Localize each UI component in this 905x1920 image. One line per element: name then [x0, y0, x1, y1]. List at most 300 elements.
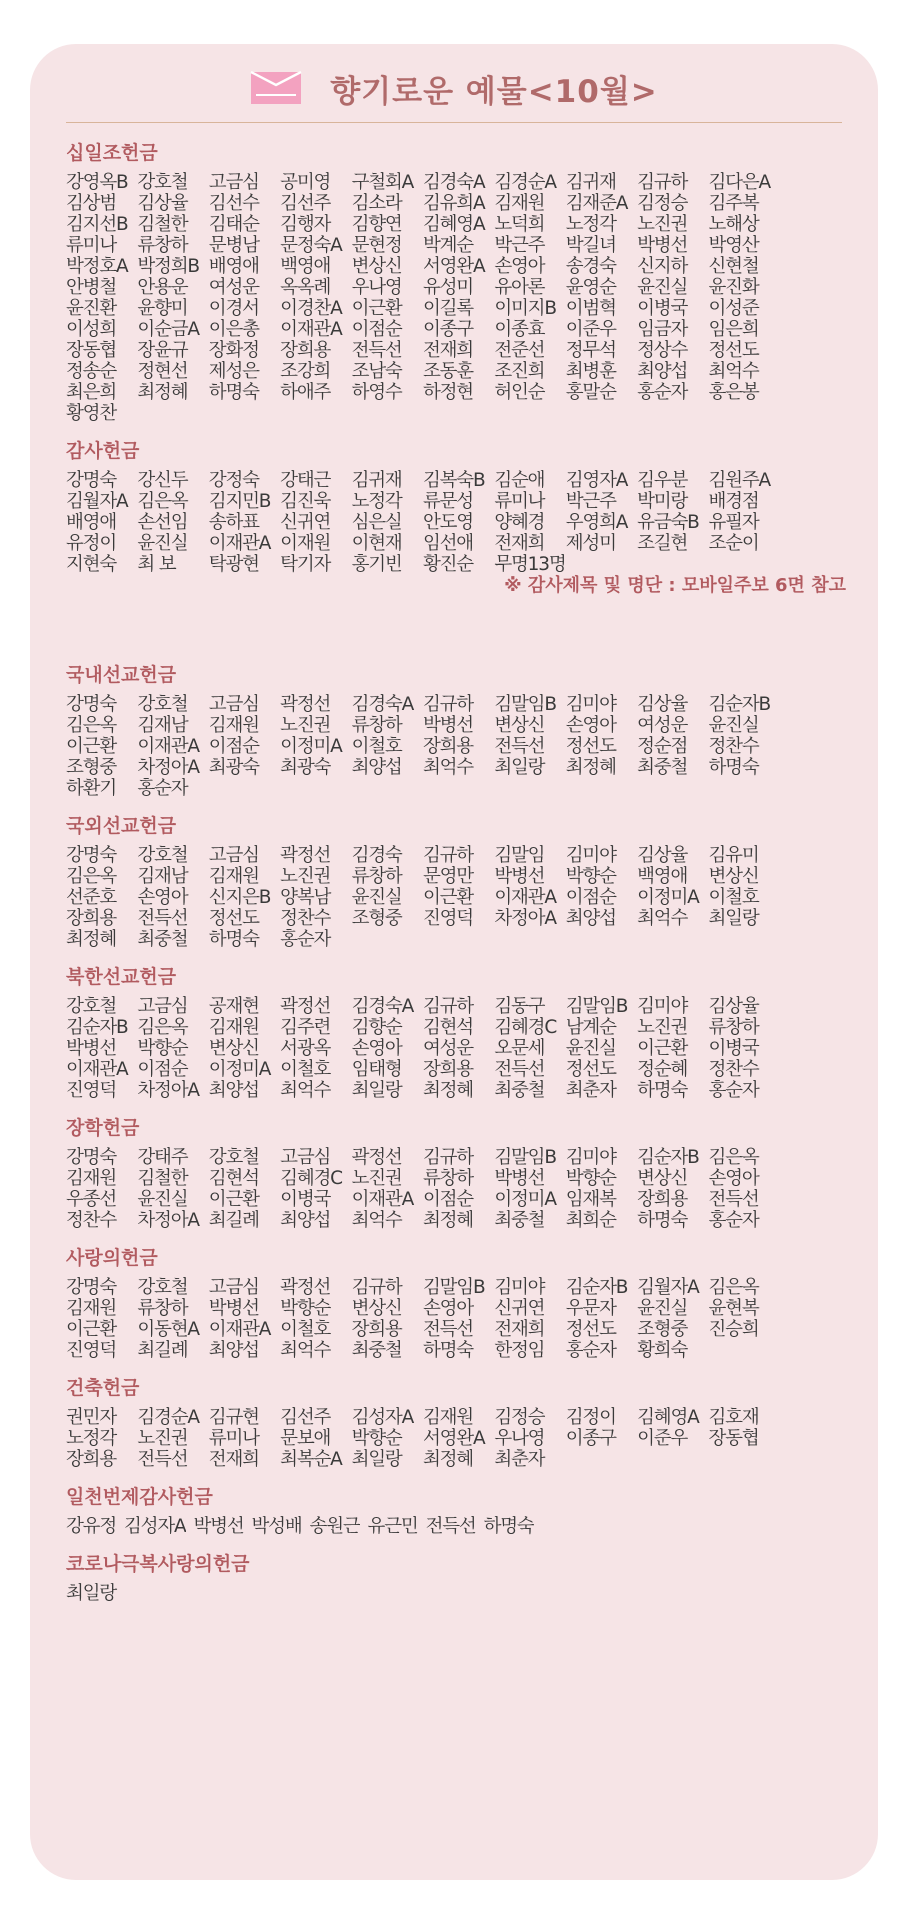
- donor-name: 이재관A: [208, 1319, 271, 1340]
- donor-name: 김호재: [708, 1407, 759, 1428]
- donor-name: 문현정: [351, 235, 402, 256]
- donor-name: 송원근: [309, 1516, 360, 1537]
- donor-name: 조길현: [637, 533, 688, 554]
- donor-name: 전득선: [137, 1449, 188, 1470]
- section-thousand-offering: [66, 1484, 846, 1537]
- donor-name: 강정숙: [208, 470, 259, 491]
- donor-name: 김선주: [280, 193, 331, 214]
- donor-name: 이철호: [280, 1319, 331, 1340]
- donor-name: 최춘자: [494, 1449, 545, 1470]
- donor-name: 문병남: [208, 235, 259, 256]
- donor-name: 변상신: [494, 715, 545, 736]
- donor-name: 장희용: [66, 908, 117, 929]
- donor-name: 홍은봉: [708, 382, 759, 403]
- donor-name: 박병선: [193, 1516, 244, 1537]
- donor-name: 이경찬A: [280, 298, 342, 319]
- donor-name: 진영덕: [66, 1080, 117, 1101]
- donor-name: 이근환: [208, 1189, 259, 1210]
- donor-name: 송경숙: [565, 256, 616, 277]
- donor-name: 장동협: [66, 340, 117, 361]
- donor-name: 최억수: [708, 361, 759, 382]
- donor-name: 제성미: [565, 533, 616, 554]
- donor-name: 김복숙B: [422, 470, 485, 491]
- donor-name: 손영아: [137, 887, 188, 908]
- reference-note: ※ 감사제목 및 명단 : 모바일주보 6면 참고: [504, 575, 846, 596]
- donor-name: 윤진실: [351, 887, 402, 908]
- donor-name: 이재관A: [137, 736, 199, 757]
- donor-name: 전재희: [494, 1319, 545, 1340]
- donor-name: 김재원: [66, 1168, 117, 1189]
- donor-name: 황진순: [422, 554, 473, 575]
- donor-name: 김월자A: [637, 1277, 699, 1298]
- donor-name: 우나영: [351, 277, 402, 298]
- donor-name: 변상신: [637, 1168, 688, 1189]
- donor-name: 류창하: [137, 235, 188, 256]
- donor-name: 강태근: [280, 470, 331, 491]
- section-title: 건축헌금: [66, 1377, 140, 1399]
- donor-name: 우문자: [565, 1298, 616, 1319]
- section-title: 감사헌금: [66, 440, 140, 462]
- donor-name: 김상율: [637, 694, 688, 715]
- donor-name: 장동협: [708, 1428, 759, 1449]
- donor-name: 홍순자: [565, 1340, 616, 1361]
- donor-name: 박성배: [251, 1516, 302, 1537]
- donor-name: 최양섭: [208, 1340, 259, 1361]
- donor-name: 정송순: [66, 361, 117, 382]
- donor-name: 김상율: [708, 996, 759, 1017]
- donor-name: 곽정선: [280, 1277, 331, 1298]
- donor-name: 권민자: [66, 1407, 117, 1428]
- donor-name: 강호철: [66, 996, 117, 1017]
- donor-name: 박향순: [565, 1168, 616, 1189]
- donor-name: 최억수: [280, 1340, 331, 1361]
- donor-name: 손선임: [137, 512, 188, 533]
- donor-name: 노진권: [351, 1168, 402, 1189]
- donor-name: 노해상: [708, 214, 759, 235]
- donor-name: 신현철: [708, 256, 759, 277]
- donor-name: 박영산: [708, 235, 759, 256]
- donor-name: 김말임: [494, 845, 545, 866]
- donor-name: 유필자: [708, 512, 759, 533]
- donor-name: 이재관A: [280, 319, 342, 340]
- donor-name: 전득선: [425, 1516, 476, 1537]
- donor-name: 정선도: [565, 1319, 616, 1340]
- donor-name: 강명숙: [66, 470, 117, 491]
- donor-name: 하명숙: [208, 929, 259, 950]
- donor-name: 박길녀: [565, 235, 616, 256]
- donor-name: 강명숙: [66, 845, 117, 866]
- donor-name: 하명숙: [637, 1080, 688, 1101]
- donor-name: 최복순A: [280, 1449, 342, 1470]
- donor-name: 최억수: [351, 1210, 402, 1231]
- donor-name: 한정임: [494, 1340, 545, 1361]
- donor-name: 최정혜: [137, 382, 188, 403]
- donor-name: 박근주: [494, 235, 545, 256]
- donor-name: 차정아A: [137, 757, 199, 778]
- donor-name: 최일랑: [708, 908, 759, 929]
- donor-name: 조순이: [708, 533, 759, 554]
- donor-name: 박미랑: [637, 491, 688, 512]
- donor-name: 하명숙: [708, 757, 759, 778]
- donor-name: 김현석: [208, 1168, 259, 1189]
- donor-name: 김선수: [208, 193, 259, 214]
- donor-name: 김정승: [494, 1407, 545, 1428]
- donor-name: 이범혁: [565, 298, 616, 319]
- donor-name: 강호철: [208, 1147, 259, 1168]
- donor-name: 김규현: [208, 1407, 259, 1428]
- donor-name: 최병훈: [565, 361, 616, 382]
- name-grid: [66, 845, 846, 950]
- donor-name: 곽정선: [351, 1147, 402, 1168]
- donor-name: 김말임B: [565, 996, 628, 1017]
- donor-name: 노진권: [280, 866, 331, 887]
- donor-name: 홍순자: [637, 382, 688, 403]
- name-grid: [66, 1277, 846, 1361]
- section-title: 십일조헌금: [66, 142, 158, 164]
- donor-name: 윤영순: [565, 277, 616, 298]
- donor-name: 전득선: [708, 1189, 759, 1210]
- donor-name: 최정혜: [422, 1210, 473, 1231]
- donor-name: 최은희: [66, 382, 117, 403]
- donor-name: 정선도: [565, 736, 616, 757]
- donor-name: 김우분: [637, 470, 688, 491]
- section-title: 국내선교헌금: [66, 664, 177, 686]
- donor-name: 이미지B: [494, 298, 556, 319]
- donor-name: 선준호: [66, 887, 117, 908]
- donor-name: 이근환: [66, 736, 117, 757]
- donor-name: 정선도: [565, 1059, 616, 1080]
- donor-name: 최광숙: [208, 757, 259, 778]
- donor-name: 손영아: [351, 1038, 402, 1059]
- donor-name: 김순자B: [565, 1277, 628, 1298]
- donor-name: 김주복: [708, 193, 759, 214]
- donor-name: 이정미A: [637, 887, 699, 908]
- donor-name: 옥옥례: [280, 277, 331, 298]
- name-grid: [66, 1516, 846, 1537]
- donor-name: 김귀재: [351, 470, 402, 491]
- donor-name: 서영완A: [422, 1428, 485, 1449]
- donor-name: 구철회A: [351, 172, 414, 193]
- donor-name: 문보애: [280, 1428, 331, 1449]
- donor-name: 이성희: [66, 319, 117, 340]
- donor-name: 김재원: [208, 1017, 259, 1038]
- donor-name: 김미야: [565, 694, 616, 715]
- donor-name: 홍순자: [280, 929, 331, 950]
- donor-name: 손영아: [494, 256, 545, 277]
- donor-name: 박병선: [494, 866, 545, 887]
- donor-name: 김미야: [494, 1277, 545, 1298]
- offering-card: [30, 44, 878, 1880]
- section-love: [66, 1245, 846, 1361]
- donor-name: 탁기자: [280, 554, 331, 575]
- donor-name: 이점순: [351, 319, 402, 340]
- donor-name: 노진권: [280, 715, 331, 736]
- donor-name: 고금심: [208, 694, 259, 715]
- donor-name: 최정혜: [66, 929, 117, 950]
- donor-name: 제성은: [208, 361, 259, 382]
- donor-name: 류문성: [422, 491, 473, 512]
- donor-name: 전재희: [494, 533, 545, 554]
- donor-name: 양혜경: [494, 512, 545, 533]
- donor-name: 김은옥: [708, 1277, 759, 1298]
- donor-name: 손영아: [708, 1168, 759, 1189]
- donor-name: 이준우: [637, 1428, 688, 1449]
- donor-name: 신귀연: [494, 1298, 545, 1319]
- name-grid: [66, 1583, 846, 1604]
- donor-name: 최양섭: [208, 1080, 259, 1101]
- donor-name: 장희용: [66, 1449, 117, 1470]
- donor-name: 서영완A: [422, 256, 485, 277]
- donor-name: 강호철: [137, 172, 188, 193]
- donor-name: 박병선: [422, 715, 473, 736]
- donor-name: 박병선: [494, 1168, 545, 1189]
- donor-name: 변상신: [208, 1038, 259, 1059]
- donor-name: 임선애: [422, 533, 473, 554]
- donor-name: 전득선: [422, 1319, 473, 1340]
- donor-name: 윤진화: [708, 277, 759, 298]
- donor-name: 박향순: [137, 1038, 188, 1059]
- donor-name: 박계순: [422, 235, 473, 256]
- donor-name: 신지하: [637, 256, 688, 277]
- donor-name: 장희용: [280, 340, 331, 361]
- section-title: 장학헌금: [66, 1117, 140, 1139]
- donor-name: 이근환: [66, 1319, 117, 1340]
- donor-name: 최 보: [137, 554, 176, 575]
- donor-name: 김유미: [708, 845, 759, 866]
- donor-name: 이경서: [208, 298, 259, 319]
- donor-name: 손영아: [422, 1298, 473, 1319]
- section-title: 국외선교헌금: [66, 815, 177, 837]
- donor-name: 김은옥: [137, 491, 188, 512]
- donor-name: 김미야: [637, 996, 688, 1017]
- donor-name: 박향순: [351, 1428, 402, 1449]
- donor-name: 류창하: [137, 1298, 188, 1319]
- section-scholarship: [66, 1115, 846, 1231]
- donor-name: 박정호A: [66, 256, 128, 277]
- donor-name: 윤진실: [565, 1038, 616, 1059]
- donor-name: 김혜영A: [422, 214, 485, 235]
- donor-name: 홍기빈: [351, 554, 402, 575]
- donor-name: 차정아A: [494, 908, 556, 929]
- donor-name: 최정혜: [422, 1449, 473, 1470]
- donor-name: 김상범: [66, 193, 117, 214]
- donor-name: 김향순: [351, 1017, 402, 1038]
- donor-name: 배경점: [708, 491, 759, 512]
- donor-name: 이종구: [422, 319, 473, 340]
- section-north-korea-mission: [66, 964, 846, 1101]
- donor-name: 노덕희: [494, 214, 545, 235]
- donor-name: 오문세: [494, 1038, 545, 1059]
- donor-name: 최일랑: [351, 1080, 402, 1101]
- donor-name: 김순자B: [637, 1147, 699, 1168]
- donor-name: 류창하: [422, 1168, 473, 1189]
- donor-name: 김경숙A: [422, 172, 485, 193]
- donor-name: 안용운: [137, 277, 188, 298]
- donor-name: 김지선B: [66, 214, 128, 235]
- donor-name: 윤진실: [637, 277, 688, 298]
- donor-name: 김진욱: [280, 491, 331, 512]
- donor-name: 이근환: [637, 1038, 688, 1059]
- donor-name: 이점순: [208, 736, 259, 757]
- donor-name: 하명숙: [422, 1340, 473, 1361]
- name-grid: [66, 172, 846, 424]
- donor-name: 김규하: [422, 845, 473, 866]
- donor-name: 김규하: [422, 996, 473, 1017]
- donor-name: 이근환: [351, 298, 402, 319]
- donor-name: 최정혜: [422, 1080, 473, 1101]
- donor-name: 허인순: [494, 382, 545, 403]
- donor-name: 이은총: [208, 319, 259, 340]
- donor-name: 하애주: [280, 382, 331, 403]
- donor-name: 홍말순: [565, 382, 616, 403]
- donor-name: 김지민B: [208, 491, 271, 512]
- donor-name: 하영수: [351, 382, 402, 403]
- donor-name: 윤진실: [137, 533, 188, 554]
- donor-name: 장희용: [351, 1319, 402, 1340]
- donor-name: 전득선: [351, 340, 402, 361]
- donor-name: 문영만: [422, 866, 473, 887]
- donor-name: 이철호: [280, 1059, 331, 1080]
- donor-name: 김경순A: [137, 1407, 199, 1428]
- donor-name: 김원주A: [708, 470, 770, 491]
- donor-name: 윤진환: [66, 298, 117, 319]
- donor-name: 지현숙: [66, 554, 117, 575]
- donor-name: 정무석: [565, 340, 616, 361]
- donor-name: 김재원: [208, 715, 259, 736]
- donor-name: 전득선: [494, 1059, 545, 1080]
- donor-name: 이종구: [565, 1428, 616, 1449]
- donor-name: 장희용: [637, 1189, 688, 1210]
- donor-name: 전득선: [137, 908, 188, 929]
- donor-name: 공재현: [208, 996, 259, 1017]
- donor-name: 김재원: [494, 193, 545, 214]
- donor-name: 김향연: [351, 214, 402, 235]
- donor-name: 박정희B: [137, 256, 199, 277]
- donor-name: 유근민: [367, 1516, 418, 1537]
- donor-name: 곽정선: [280, 996, 331, 1017]
- donor-name: 고금심: [208, 1277, 259, 1298]
- donor-name: 이성준: [708, 298, 759, 319]
- donor-name: 강신두: [137, 470, 188, 491]
- donor-name: 정찬수: [66, 1210, 117, 1231]
- donor-name: 김경숙A: [351, 694, 414, 715]
- header: [30, 58, 878, 118]
- donor-name: 최길례: [208, 1210, 259, 1231]
- donor-name: 김철한: [137, 214, 188, 235]
- donor-name: 배영애: [208, 256, 259, 277]
- donor-name: 강호철: [137, 694, 188, 715]
- donor-name: 백영애: [280, 256, 331, 277]
- donor-name: 김은옥: [137, 1017, 188, 1038]
- donor-name: 류창하: [708, 1017, 759, 1038]
- donor-name: 김정승: [637, 193, 688, 214]
- donor-name: 김성자A: [351, 1407, 414, 1428]
- donor-name: 노정각: [66, 1428, 117, 1449]
- donor-name: 여성운: [422, 1038, 473, 1059]
- donor-name: 최중철: [494, 1210, 545, 1231]
- donor-name: 정선도: [708, 340, 759, 361]
- donor-name: 이재관A: [208, 533, 271, 554]
- donor-name: 변상신: [708, 866, 759, 887]
- donor-name: 김말임B: [494, 1147, 556, 1168]
- donor-name: 전재희: [422, 340, 473, 361]
- donor-name: 김순애: [494, 470, 545, 491]
- donor-name: 김월자A: [66, 491, 128, 512]
- donor-name: 최중철: [637, 757, 688, 778]
- donor-name: 김태순: [208, 214, 259, 235]
- donor-name: 이철호: [708, 887, 759, 908]
- donor-name: 차정아A: [137, 1210, 199, 1231]
- donor-name: 윤진실: [708, 715, 759, 736]
- donor-name: 이길록: [422, 298, 473, 319]
- donor-name: 박향순: [565, 866, 616, 887]
- donor-name: 최정혜: [565, 757, 616, 778]
- donor-name: 최억수: [637, 908, 688, 929]
- donor-name: 김혜경C: [494, 1017, 557, 1038]
- donor-name: 김순자B: [66, 1017, 128, 1038]
- donor-name: 강태주: [137, 1147, 188, 1168]
- donor-name: 정상수: [637, 340, 688, 361]
- donor-name: 손영아: [565, 715, 616, 736]
- donor-name: 최중철: [494, 1080, 545, 1101]
- donor-name: 전준선: [494, 340, 545, 361]
- name-grid: [66, 1147, 846, 1231]
- donor-name: 윤진실: [637, 1298, 688, 1319]
- donor-name: 류미나: [66, 235, 117, 256]
- donor-name: 강유정: [66, 1516, 117, 1537]
- donor-name: 최희순: [565, 1210, 616, 1231]
- donor-name: 김미야: [565, 1147, 616, 1168]
- donor-name: 장화정: [208, 340, 259, 361]
- donor-name: 이준우: [565, 319, 616, 340]
- donor-name: 고금심: [280, 1147, 331, 1168]
- donor-name: 김현석: [422, 1017, 473, 1038]
- donor-name: 임태형: [351, 1059, 402, 1080]
- donor-name: 이정미A: [280, 736, 342, 757]
- donor-name: 김말임B: [494, 694, 556, 715]
- donor-name: 김순자B: [708, 694, 771, 715]
- donor-name: 황희숙: [637, 1340, 688, 1361]
- donor-name: 김귀재: [565, 172, 616, 193]
- donor-name: 김은옥: [708, 1147, 759, 1168]
- donor-name: 최길례: [137, 1340, 188, 1361]
- donor-name: 이근환: [422, 887, 473, 908]
- name-grid: [66, 694, 846, 799]
- donor-name: 이순금A: [137, 319, 199, 340]
- donor-name: 강명숙: [66, 1147, 117, 1168]
- donor-name: 무명13명: [494, 554, 566, 575]
- donor-name: 박병선: [66, 1038, 117, 1059]
- donor-name: 전득선: [494, 736, 545, 757]
- donor-name: 노정각: [351, 491, 402, 512]
- section-title: 사랑의헌금: [66, 1247, 158, 1269]
- donor-name: 조남숙: [351, 361, 402, 382]
- spacer: [66, 610, 846, 662]
- donor-name: 이병국: [280, 1189, 331, 1210]
- donor-name: 이재원: [280, 533, 331, 554]
- donor-name: 최광숙: [280, 757, 331, 778]
- donor-name: 조동훈: [422, 361, 473, 382]
- donor-name: 최일랑: [494, 757, 545, 778]
- donor-name: 홍순자: [137, 778, 188, 799]
- donor-name: 하정현: [422, 382, 473, 403]
- donor-name: 변상신: [351, 256, 402, 277]
- donor-name: 신지은B: [208, 887, 271, 908]
- donor-name: 김재원: [208, 866, 259, 887]
- donor-name: 장윤규: [137, 340, 188, 361]
- donor-name: 이동현A: [137, 1319, 199, 1340]
- donor-name: 조진희: [494, 361, 545, 382]
